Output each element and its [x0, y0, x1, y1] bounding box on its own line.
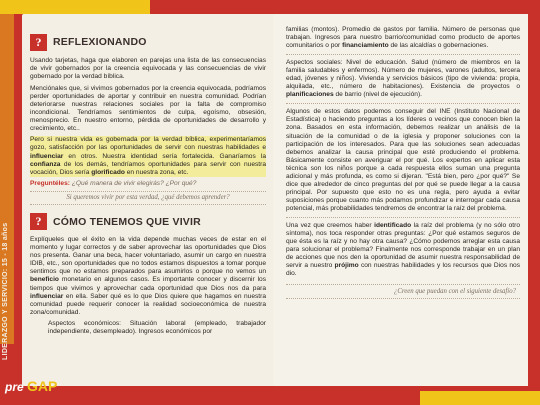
prompt-label: Preguntéles:	[30, 180, 70, 188]
brand-logo	[5, 378, 57, 394]
text-run: de las alcaldías o gobernaciones.	[388, 42, 489, 50]
left-column	[30, 30, 266, 340]
text-run: Pero si nuestra vida es gobernada por la verdad bíblica, experimentaríamos gozo, satisfacción por las oportunidades de servir con nuestras habilidades e	[30, 136, 266, 152]
text-run-bold: glorificado	[91, 168, 125, 176]
paragraph	[30, 236, 266, 316]
text-run: de los demás, tendríamos oportunidades para servir con nuestra vocación, Dios sería	[30, 160, 266, 176]
paragraph: Aspectos económicos: Situación laboral (empleado, trabajador independiente, desempleado). Ingresos económicos por	[48, 320, 266, 336]
callout-question: Si queremos vivir por esta verdad, ¿qué debemos aprender?	[30, 191, 266, 205]
divider	[286, 217, 520, 218]
text-run: en ella. Saber qué es lo que Dios quiere que hagamos en nuestra comunidad puede requerir conocer la realidad socioeconómica de nuestra zona/comunidad.	[30, 292, 266, 316]
text-run: Explíqueles que el éxito en la vida depende muchas veces de estar en el momento y lugar correctos y de saber aprovechar las oportunidades que Dios nos presenta. Ganar una beca, hacer voluntariado, asumir un cargo en nuestra IDIB, etc., son oportunidades que no todos estamos dispuestos a tomar porque sentimos que no estamos preparados para asumirlos o porque no vemos un	[30, 236, 266, 276]
divider	[286, 54, 520, 55]
text-run-bold: identificado	[374, 221, 412, 229]
section-como-vivir-header	[30, 213, 266, 230]
highlighted-paragraph	[30, 136, 266, 176]
frame-accent-bottom	[420, 391, 540, 405]
paragraph: Menciónales que, si vivimos gobernados por la creencia equivocada, podríamos perder oportunidades de aportar y contribuir en nuestra comunidad. Podrían deteriorarse nuestras relaciones sociales por la falta de compromiso incondicional. Tendríamos sentimientos de culpa, egoísmo, obsesión, menosprecio. En nuestro entorno, pérdida de oportunidades de desarrollo y crecimiento, etc..	[30, 84, 266, 132]
text-run: monetario en algunos casos. Es importante conocer y discernir los tiempos que vivimos y aprovechar cada oportunidad que Dios nos da para	[30, 276, 266, 292]
paragraph	[286, 59, 520, 99]
paragraph: Usando tarjetas, haga que elaboren en parejas una lista de las consecuencias de vivir gobernados por la creencia equivocada y las consecuencias de vivir gobernado por la verdad bíblica.	[30, 57, 266, 81]
callout-challenge: ¿Creen que puedan con el siguiente desafío?	[286, 284, 520, 299]
paragraph	[286, 222, 520, 278]
section-reflexionando-header	[30, 34, 266, 51]
question-mark-icon: ?	[30, 34, 47, 51]
frame-accent-top	[0, 0, 150, 14]
text-run: la raíz del problema (y no sólo otro síntoma), nos toca responder otras preguntas: ¿Por qué estamos seguros de que ésta es la raíz y no hay otra causa? ¿Cómo podemos arreglar esta causa para solucionar el problema? Finalmente nos corresponde trabajar en un plan de acciones que nos den la oportunidad de asumir nuestra responsabilidad de servir a nuestro	[286, 221, 520, 270]
text-run-bold: prójimo	[334, 262, 359, 270]
text-run-bold: influenciar	[30, 152, 64, 160]
section-title-reflexionando: REFLEXIONANDO	[53, 36, 147, 49]
right-column	[286, 26, 520, 307]
question-prompt	[30, 180, 266, 188]
text-run: Una vez que creemos haber	[286, 221, 375, 229]
text-run-bold: confianza	[30, 160, 61, 168]
question-mark-icon: ?	[30, 213, 47, 230]
brand-gap: GAP	[27, 378, 58, 394]
text-run: en nuestra zona, etc.	[124, 168, 189, 176]
text-run-bold: beneficio	[30, 276, 59, 284]
brand-pre: pre	[5, 380, 24, 394]
text-run: Aspectos sociales: Nivel de educación. Salud (número de miembros en la familia saludables y enfermos). Número de mujeres, varones (adultos, tercera edad, jóvenes y niños). Vivienda y servicios básicos (tipo de vivienda: propia, alquilada, etc., número de habitaciones). Existencia de proyectos o	[286, 59, 520, 91]
text-run: familias (montos). Promedio de gastos por familia. Número de personas que trabajan. Ingresos para nuestro barrio/comunidad como producto de aportes comunitarios o por	[286, 26, 520, 50]
paragraph: Algunos de estos datos podemos conseguir del INE (Instituto Nacional de Estadística) o haciendo preguntas a los líderes o vecinos que conocen bien la zona. Basados en esta información, debemos realizar un análisis de la situación de la comunidad o de la iglesia y proponer soluciones con la participación de los interesados. Para que las soluciones sean adecuadas debemos analizar la causa principal que esté produciendo el problema. Básicamente consiste en averiguar el por qué. Los expertos en aplicar esta técnica son los niños porque a cada respuesta ellos suman una pregunta adicional y más profunda, es como si dijeran. "Está bien, pero ¿por qué?" Se dice que alrededor de cinco preguntas del por qué se puede llegar a la causa principal. Por supuesto que esto no es una regla, pero ayuda a evitar suposiciones porque cuanto más podamos profundizar e interrogar cada causa potencial, más probabilidades tendremos de encontrar la raíz del problema.	[286, 108, 520, 212]
side-label: LIDERAZGO Y SERVICIO: 15 - 18 años	[2, 222, 9, 360]
paragraph	[286, 26, 520, 50]
text-run: en otros. Nuestra identidad sería fortalecida. Ganaríamos la	[63, 152, 266, 160]
text-run-bold: influenciar	[30, 292, 64, 300]
text-run: con nuestras habilidades y los recursos que Dios nos dio.	[286, 262, 520, 278]
text-run-bold: financiamiento	[342, 42, 389, 50]
prompt-text: ¿Qué manera de vivir elegirás? ¿Por qué?	[69, 180, 197, 188]
text-run-bold: planificaciones	[286, 91, 334, 99]
text-run: de barrio (nivel de ejecución).	[333, 91, 422, 99]
section-title-como-vivir: CÓMO TENEMOS QUE VIVIR	[53, 215, 201, 228]
divider	[286, 103, 520, 104]
